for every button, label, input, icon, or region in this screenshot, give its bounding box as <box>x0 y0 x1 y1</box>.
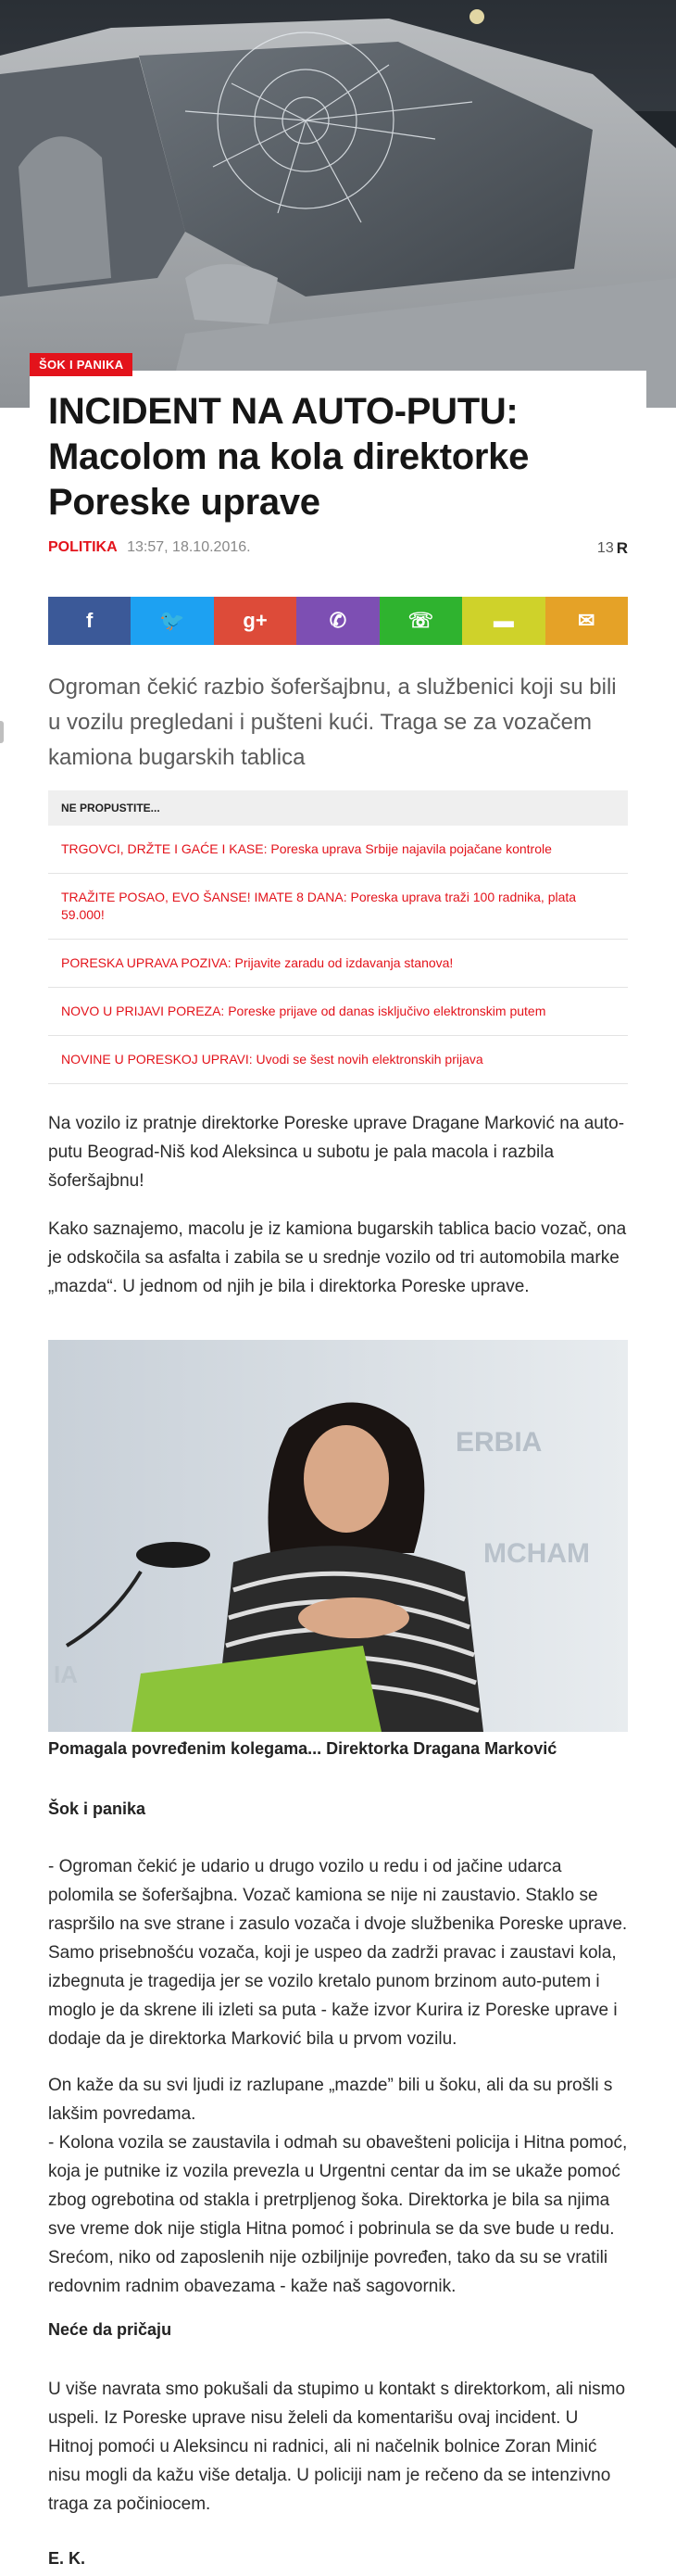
article-lead: Ogroman čekić razbio šoferšajbnu, a službenici koji su bili u vozilu pregledani i pušteni kući. Traga se za vozačem kamiona bugarskih tablica <box>48 675 617 770</box>
related-item-prefix: PORESKA UPRAVA POZIVA: <box>61 955 232 970</box>
email-share-button[interactable] <box>545 597 628 645</box>
related-item[interactable] <box>48 826 628 874</box>
paragraph-4b: - Kolona vozila se zaustavila i odmah su obavešteni policija i Hitna pomoć, koja je putnike iz vozila prevezla u Urgentni centar da im se ukaže pomoć zbog ogrebotina od stakla i pretrpljenog šoka. Direktorka je bila sa njima sve vreme dok nije stigla Hitna pomoć i pobrinula se da sve bude u redu. Srećom, niko od zaposlenih nije ozbiljnije povređen, tako da su se vratili redovnim radnim obavezama - kaže naš sagovornik. <box>48 2133 628 2296</box>
comments-number: 13 <box>596 540 614 556</box>
twitter-share-button[interactable] <box>131 597 213 645</box>
email-icon: ✉ <box>578 609 595 632</box>
related-item-text: Poreska uprava traži 100 radnika, plata 59.000! <box>61 890 577 922</box>
svg-text:IA: IA <box>54 1661 78 1688</box>
paragraph-3: - Ogroman čekić je udario u drugo vozilo u redu i od jačine udarca polomila se šoferšajbna. Vozač kamiona se nije ni zaustavio. Staklo se raspršilo na sve strane i zasulo vozača i dvoje službenika Poreske uprave. Samo prisebnošću vozača, koji je uspeo da zadrži pravac i zaustavi kola, izbegnuta je tragedija jer se vozilo kretalo punom brzinom auto-putem i moglo je da skrene ili izleti sa puta - kaže izvor Kurira iz Poreske uprave i dodaje da je direktorka Marković bila u prvom vozilu. <box>48 1857 628 2049</box>
viber-share-button[interactable] <box>296 597 379 645</box>
article-meta <box>48 539 628 562</box>
paragraph-2: Kako saznajemo, macolu je iz kamiona bugarskih tablica bacio vozač, ona je odskočila sa asfalta i zabila se u srednje vozilo od tri automobila marke „mazda“. U jednom od njih je bila i direktorka Poreske uprave. <box>48 1219 627 1296</box>
google-plus-icon: g+ <box>243 609 268 632</box>
related-item-text: Prijavite zaradu od izdavanja stanova! <box>231 955 454 970</box>
related-item-prefix: TRAŽITE POSAO, EVO ŠANSE! IMATE 8 DANA: <box>61 890 347 904</box>
related-item-prefix: NOVO U PRIJAVI POREZA: <box>61 1004 225 1018</box>
svg-text:ERBIA: ERBIA <box>456 1427 543 1458</box>
related-list <box>48 826 628 1084</box>
related-heading: NE PROPUSTITE... <box>48 790 628 826</box>
related-item[interactable] <box>48 874 628 940</box>
comment-icon: ▬ <box>493 609 514 632</box>
share-bar <box>48 597 628 645</box>
viber-icon: ✆ <box>329 609 347 632</box>
related-item-text: Uvodi se šest novih elektronskih prijava <box>252 1052 483 1067</box>
publish-time: 13:57, 18.10.2016. <box>127 539 251 555</box>
hero-image <box>0 0 676 408</box>
kicker-badge[interactable]: ŠOK I PANIKA <box>30 353 132 376</box>
svg-text:MCHAM: MCHAM <box>483 1538 590 1569</box>
facebook-icon: f <box>86 609 94 632</box>
related-item-text: Poreska uprava Srbije najavila pojačane kontrole <box>267 841 552 856</box>
related-item[interactable] <box>48 1036 628 1084</box>
google-plus-share-button[interactable] <box>214 597 296 645</box>
related-item-text: Poreske prijave od danas isključivo elektronskim putem <box>224 1004 546 1018</box>
twitter-icon: 🐦 <box>159 609 185 632</box>
related-articles <box>48 790 628 1084</box>
category-link[interactable]: POLITIKA <box>48 539 118 555</box>
related-item[interactable] <box>48 940 628 988</box>
headline-card <box>30 371 646 525</box>
article-title: INCIDENT NA AUTO-PUTU: Macolom na kola direktorke Poreske uprave <box>48 391 530 523</box>
whatsapp-share-button[interactable] <box>380 597 462 645</box>
paragraph-5: U više navrata smo pokušali da stupimo u kontakt s direktorkom, ali nismo uspeli. Iz Poreske uprave nisu želeli da komentarišu ovaj incident. U Hitnoj pomoći u Aleksincu ni radnici, ali ni načelnik bolnice Zoran Minić nisu mogli da kažu više detalja. U policiji nam je rečeno da se intenzivno traga za počiniocem. <box>48 2380 626 2514</box>
related-item-prefix: TRGOVCI, DRŽTE I GAĆE I KASE: <box>61 841 268 856</box>
side-scroll-tab[interactable] <box>0 721 4 743</box>
paragraph-4 <box>48 2071 628 2301</box>
paragraph-1: Na vozilo iz pratnje direktorke Poreske uprave Dragane Marković na auto-putu Beograd-Niš kod Aleksinca u subotu je pala macola i razbila šoferšajbnu! <box>48 1114 625 1191</box>
subheading-silence: Neće da pričaju <box>48 2320 172 2339</box>
photo-caption: Pomagala povređenim kolegama... Direktorka Dragana Marković <box>48 1739 557 1758</box>
comments-badge-icon: R <box>616 539 628 557</box>
article-photo <box>48 1340 628 1732</box>
facebook-share-button[interactable] <box>48 597 131 645</box>
related-item[interactable] <box>48 988 628 1036</box>
comments-count[interactable] <box>597 539 628 558</box>
whatsapp-icon: ☏ <box>407 609 434 632</box>
paragraph-4a: On kaže da su svi ljudi iz razlupane „mazde” bili u šoku, ali da su prošli s lakšim povredama. <box>48 2076 613 2124</box>
related-item-prefix: NOVINE U PORESKOJ UPRAVI: <box>61 1052 253 1067</box>
comment-share-button[interactable] <box>462 597 545 645</box>
author-initials: E. K. <box>48 2549 86 2568</box>
subheading-shock: Šok i panika <box>48 1799 146 1818</box>
